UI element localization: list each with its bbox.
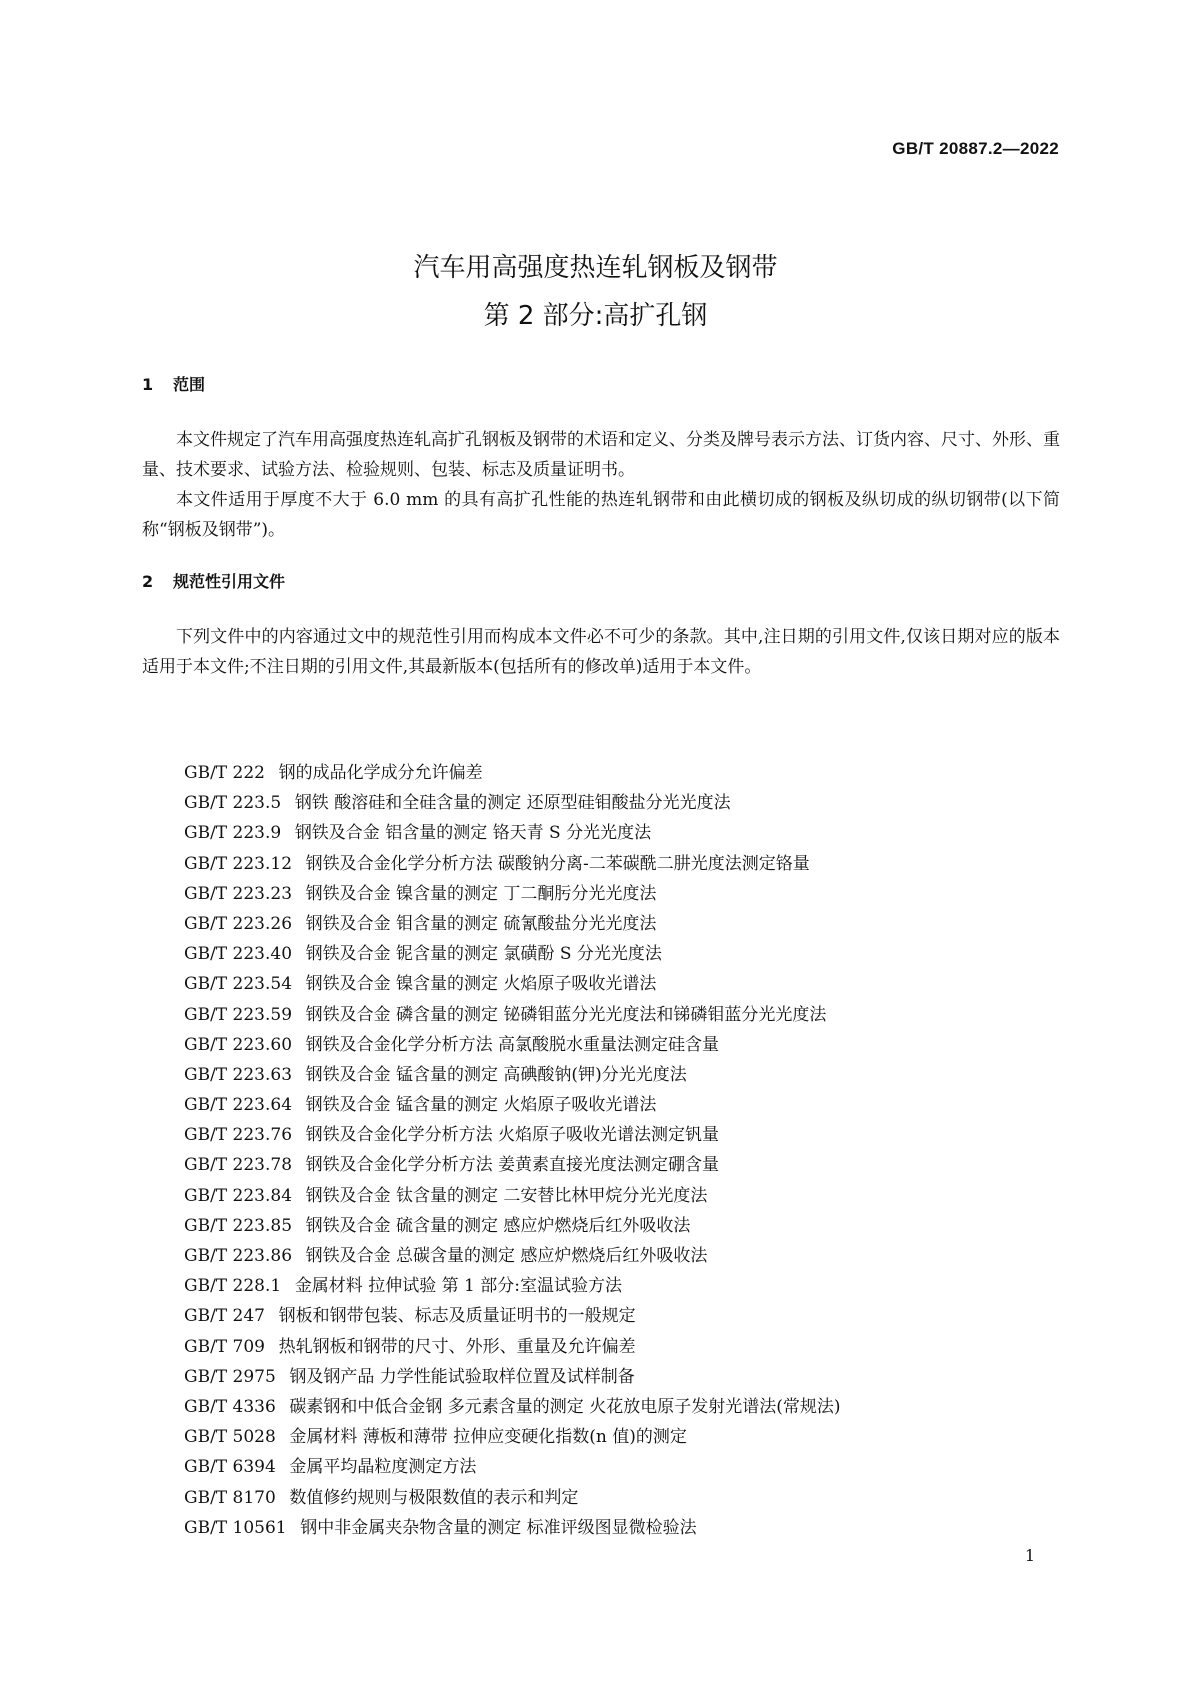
scope-paragraph-2: 本文件适用于厚度不大于 6.0 mm 的具有高扩孔性能的热连轧钢带和由此横切成的钢板及纵切成的纵切钢带(以下简称“钢板及钢带”)。 — [142, 490, 1060, 540]
reference-title: 钢的成品化学成分允许偏差 — [278, 763, 483, 783]
reference-title: 钢中非金属夹杂物含量的测定 标准评级图显微检验法 — [300, 1517, 697, 1538]
reference-title: 钢铁及合金 铝含量的测定 铬天青 S 分光光度法 — [294, 823, 652, 844]
reference-code: GB/T 223.23 — [184, 883, 293, 904]
reference-item — [184, 1241, 1064, 1271]
reference-code: GB/T 223.85 — [184, 1215, 293, 1236]
reference-item — [184, 969, 1064, 999]
scope-paragraph-1: 本文件规定了汽车用高强度热连轧高扩孔钢板及钢带的术语和定义、分类及牌号表示方法、订货内容、尺寸、外形、重量、技术要求、试验方法、检验规则、包装、标志及质量证明书。 — [142, 430, 1060, 480]
reference-item — [184, 1090, 1064, 1120]
reference-item — [184, 1301, 1064, 1331]
reference-title: 热轧钢板和钢带的尺寸、外形、重量及允许偏差 — [278, 1336, 636, 1357]
reference-list — [184, 758, 1064, 1543]
section-2-number: 2 — [142, 572, 154, 591]
reference-item — [184, 1120, 1064, 1150]
reference-title: 碳素钢和中低合金钢 多元素含量的测定 火花放电原子发射光谱法(常规法) — [289, 1396, 841, 1417]
section-1-number: 1 — [142, 375, 154, 394]
reference-title: 数值修约规则与极限数值的表示和判定 — [289, 1487, 579, 1508]
reference-item — [184, 909, 1064, 939]
reference-code: GB/T 6394 — [184, 1457, 276, 1478]
reference-item — [184, 1362, 1064, 1392]
reference-title: 钢铁及合金 铌含量的测定 氯磺酚 S 分光光度法 — [305, 944, 662, 965]
reference-code: GB/T 223.54 — [184, 974, 293, 995]
reference-title: 金属材料 薄板和薄带 拉伸应变硬化指数(n 值)的测定 — [289, 1427, 687, 1448]
reference-title: 钢及钢产品 力学性能试验取样位置及试样制备 — [289, 1366, 635, 1387]
reference-item — [184, 1513, 1064, 1543]
page-number: 1 — [1024, 1546, 1035, 1565]
reference-code: GB/T 223.9 — [184, 823, 282, 844]
reference-item — [184, 1332, 1064, 1362]
reference-title: 钢铁及合金 总碳含量的测定 感应炉燃烧后红外吸收法 — [305, 1246, 708, 1266]
reference-code: GB/T 4336 — [184, 1396, 276, 1417]
reference-title: 钢铁及合金化学分析方法 火焰原子吸收光谱法测定钒量 — [305, 1125, 720, 1146]
title-line-2: 第 2 部分:高扩孔钢 — [483, 301, 708, 331]
reference-item — [184, 879, 1064, 909]
reference-code: GB/T 223.78 — [184, 1155, 293, 1176]
references-intro: 下列文件中的内容通过文中的规范性引用而构成本文件必不可少的条款。其中,注日期的引用文件,仅该日期对应的版本适用于本文件;不注日期的引用文件,其最新版本(包括所有的修改单)适用于本文件。 — [142, 627, 1060, 677]
reference-code: GB/T 223.76 — [184, 1125, 293, 1146]
reference-code: GB/T 10561 — [184, 1517, 287, 1538]
reference-code: GB/T 222 — [184, 763, 265, 783]
reference-item — [184, 1030, 1064, 1060]
reference-title: 钢铁 酸溶硅和全硅含量的测定 还原型硅钼酸盐分光光度法 — [294, 793, 731, 814]
reference-item — [184, 758, 1064, 788]
reference-item — [184, 1392, 1064, 1422]
reference-title: 钢铁及合金 钼含量的测定 硫氰酸盐分光光度法 — [305, 913, 657, 934]
reference-item — [184, 849, 1064, 879]
reference-title: 金属平均晶粒度测定方法 — [289, 1457, 477, 1478]
title-line-1: 汽车用高强度热连轧钢板及钢带 — [413, 253, 778, 283]
reference-code: GB/T 223.26 — [184, 913, 293, 934]
reference-item — [184, 1150, 1064, 1180]
document-title — [0, 244, 1191, 340]
reference-item — [184, 818, 1064, 848]
reference-code: GB/T 709 — [184, 1336, 265, 1357]
reference-title: 钢铁及合金化学分析方法 高氯酸脱水重量法测定硅含量 — [305, 1034, 720, 1055]
reference-title: 钢板和钢带包装、标志及质量证明书的一般规定 — [278, 1306, 636, 1327]
reference-title: 钢铁及合金 磷含量的测定 铋磷钼蓝分光光度法和锑磷钼蓝分光光度法 — [305, 1004, 827, 1025]
reference-item — [184, 1483, 1064, 1513]
reference-code: GB/T 223.64 — [184, 1095, 293, 1116]
reference-code: GB/T 223.86 — [184, 1246, 293, 1266]
reference-title: 钢铁及合金 锰含量的测定 火焰原子吸收光谱法 — [305, 1095, 657, 1116]
reference-code: GB/T 8170 — [184, 1487, 276, 1508]
section-1-title: 范围 — [173, 375, 206, 394]
reference-title: 钢铁及合金 镍含量的测定 火焰原子吸收光谱法 — [305, 974, 657, 995]
section-1-heading — [142, 372, 205, 395]
reference-item — [184, 1271, 1064, 1301]
reference-code: GB/T 223.63 — [184, 1064, 293, 1085]
standard-code: GB/T 20887.2—2022 — [892, 139, 1059, 158]
reference-code: GB/T 223.59 — [184, 1004, 293, 1025]
reference-title: 钢铁及合金 硫含量的测定 感应炉燃烧后红外吸收法 — [305, 1215, 691, 1236]
reference-item — [184, 1060, 1064, 1090]
reference-code: GB/T 223.40 — [184, 944, 293, 965]
reference-code: GB/T 223.12 — [184, 853, 293, 874]
reference-code: GB/T 2975 — [184, 1366, 276, 1387]
reference-item — [184, 788, 1064, 818]
reference-code: GB/T 228.1 — [184, 1276, 282, 1297]
reference-item — [184, 1211, 1064, 1241]
reference-title: 金属材料 拉伸试验 第 1 部分:室温试验方法 — [294, 1276, 622, 1297]
reference-title: 钢铁及合金化学分析方法 碳酸钠分离-二苯碳酰二肼光度法测定铬量 — [305, 853, 810, 874]
reference-code: GB/T 223.84 — [184, 1185, 293, 1206]
reference-code: GB/T 5028 — [184, 1427, 276, 1448]
reference-item — [184, 1000, 1064, 1030]
reference-title: 钢铁及合金化学分析方法 姜黄素直接光度法测定硼含量 — [305, 1155, 720, 1176]
section-2-heading — [142, 569, 285, 592]
section-2-title: 规范性引用文件 — [173, 572, 286, 591]
reference-item — [184, 1181, 1064, 1211]
reference-code: GB/T 247 — [184, 1306, 265, 1327]
reference-code: GB/T 223.5 — [184, 793, 282, 814]
reference-title: 钢铁及合金 钛含量的测定 二安替比林甲烷分光光度法 — [305, 1185, 708, 1206]
reference-item — [184, 1452, 1064, 1482]
reference-item — [184, 1422, 1064, 1452]
reference-title: 钢铁及合金 锰含量的测定 高碘酸钠(钾)分光光度法 — [305, 1064, 687, 1085]
reference-title: 钢铁及合金 镍含量的测定 丁二酮肟分光光度法 — [305, 883, 657, 904]
reference-item — [184, 939, 1064, 969]
reference-code: GB/T 223.60 — [184, 1034, 293, 1055]
